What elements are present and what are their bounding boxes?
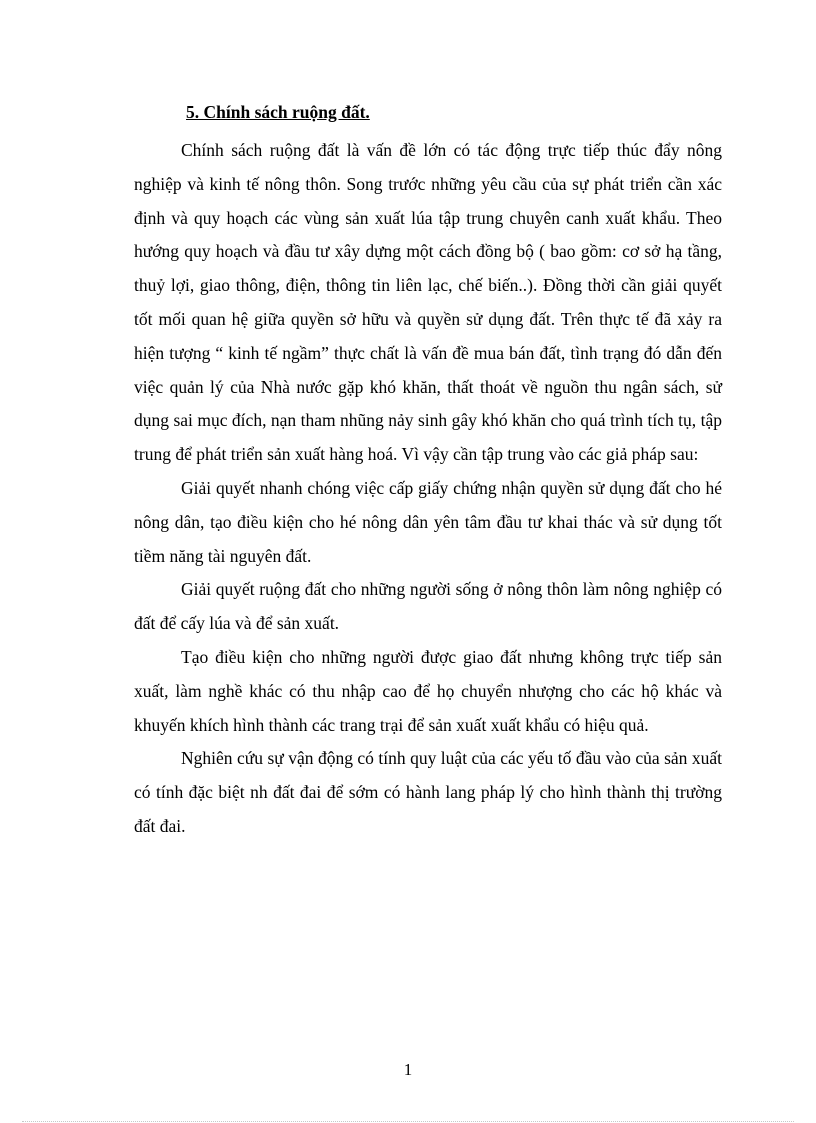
page-number: 1 (403, 1060, 413, 1079)
paragraph-intro: Chính sách ruộng đất là vấn đề lớn có tác động trực tiếp thúc đẩy nông nghiệp và kinh tế nông thôn. Song trước những yêu cầu của sự phát triển cần xác định và quy hoạch các vùng sản xuất lúa tập trung chuyên canh xuất khẩu. Theo hướng quy hoạch và đầu tư xây dựng một cách đồng bộ ( bao gồm: cơ sở hạ tầng, thuỷ lợi, giao thông, điện, thông tin liên lạc, chế biến..). Đồng thời cần giải quyết tốt mối quan hệ giữa quyền sở hữu và quyền sử dụng đất. Trên thực tế đã xảy ra hiện tượng “ kinh tế ngầm” thực chất là vấn đề mua bán đất, tình trạng đó dẫn đến việc quản lý của Nhà nước gặp khó khăn, thất thoát về nguồn thu ngân sách, sử dụng sai mục đích, nạn tham nhũng nảy sinh gây khó khăn cho quá trình tích tụ, tập trung để phát triển sản xuất hàng hoá. Vì vậy cần tập trung vào các giả pháp sau: (134, 140, 722, 465)
paragraph-land-for-farmers: Giải quyết ruộng đất cho những người sống ở nông thôn làm nông nghiệp có đất để cấy lúa và để sản xuất. (134, 579, 722, 634)
footer-divider (22, 1121, 794, 1122)
section-heading: 5. Chính sách ruộng đất. (186, 102, 370, 122)
section-body (134, 134, 722, 844)
paragraph-land-certificates: Giải quyết nhanh chóng việc cấp giấy chứng nhận quyền sử dụng đất cho hé nông dân, tạo điều kiện cho hé nông dân yên tâm đầu tư khai thác và sử dụng tốt tiềm năng tài nguyên đất. (134, 477, 722, 566)
paragraph-land-market: Nghiên cứu sự vận động có tính quy luật của các yếu tố đầu vào của sản xuất có tính đặc biệt nh đất đai để sớm có hành lang pháp lý cho hình thành thị trường đất đai. (134, 748, 722, 836)
paragraph-land-transfer: Tạo điều kiện cho những người được giao đất nhưng không trực tiếp sản xuất, làm nghề khác có thu nhập cao để họ chuyển nhượng cho các hộ khác và khuyến khích hình thành các trang trại để sản xuất xuất khẩu có hiệu quả. (134, 646, 722, 735)
